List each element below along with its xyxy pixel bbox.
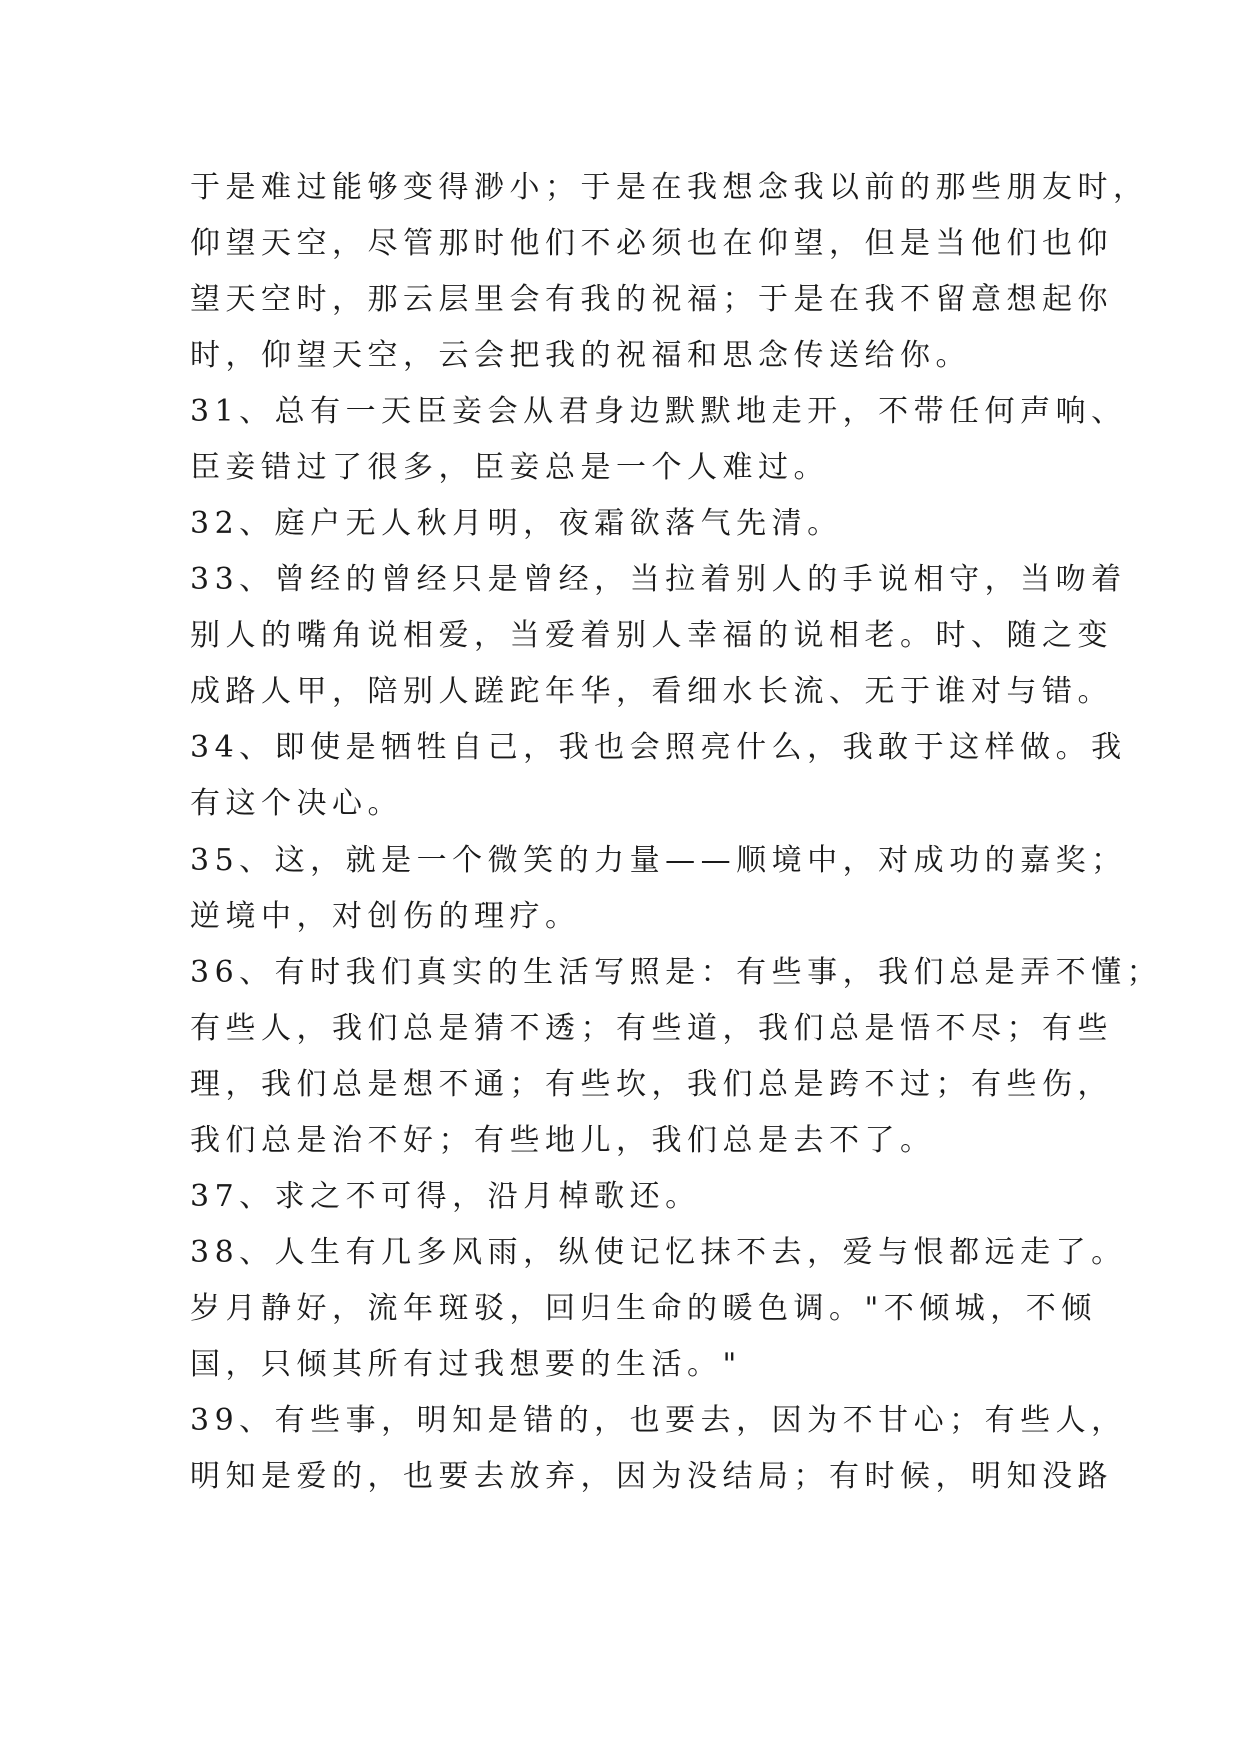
text-line: 33、曾经的曾经只是曾经，当拉着别人的手说相守，当吻着 xyxy=(190,562,1127,597)
text-line: 于是难过能够变得渺小；于是在我想念我以前的那些朋友时， xyxy=(190,170,1149,205)
text-line: 32、庭户无人秋月明，夜霜欲落气先清。 xyxy=(190,506,843,541)
text-line: 38、人生有几多风雨，纵使记忆抹不去，爱与恨都远走了。 xyxy=(190,1235,1127,1270)
text-line: 有这个决心。 xyxy=(190,786,403,821)
text-line: 39、有些事，明知是错的，也要去，因为不甘心；有些人， xyxy=(190,1403,1127,1438)
text-line: 有些人，我们总是猜不透；有些道，我们总是悟不尽；有些 xyxy=(190,1011,1113,1046)
text-line: 望天空时，那云层里会有我的祝福；于是在我不留意想起你 xyxy=(190,282,1113,317)
text-line: 国，只倾其所有过我想要的生活。" xyxy=(190,1347,742,1382)
text-line: 37、求之不可得，沿月棹歌还。 xyxy=(190,1179,701,1214)
text-line: 31、总有一天臣妾会从君身边默默地走开，不带任何声响、 xyxy=(190,394,1127,429)
text-line: 我们总是治不好；有些地儿，我们总是去不了。 xyxy=(190,1123,936,1158)
text-line: 34、即使是牺牲自己，我也会照亮什么，我敢于这样做。我 xyxy=(190,730,1127,765)
text-line: 仰望天空，尽管那时他们不必须也在仰望，但是当他们也仰 xyxy=(190,226,1113,261)
text-line: 明知是爱的，也要去放弃，因为没结局；有时候，明知没路 xyxy=(190,1459,1113,1494)
text-line: 逆境中，对创伤的理疗。 xyxy=(190,899,581,934)
text-line: 35、这，就是一个微笑的力量——顺境中，对成功的嘉奖； xyxy=(190,843,1127,878)
text-line: 时，仰望天空，云会把我的祝福和思念传送给你。 xyxy=(190,338,971,373)
text-line: 别人的嘴角说相爱，当爱着别人幸福的说相老。时、随之变 xyxy=(190,618,1113,653)
text-line: 成路人甲，陪别人蹉跎年华，看细水长流、无于谁对与错。 xyxy=(190,674,1113,709)
text-line: 36、有时我们真实的生活写照是：有些事，我们总是弄不懂； xyxy=(190,955,1163,990)
text-line: 岁月静好，流年斑驳，回归生命的暖色调。"不倾城，不倾 xyxy=(190,1291,1097,1326)
text-line: 理，我们总是想不通；有些坎，我们总是跨不过；有些伤， xyxy=(190,1067,1113,1102)
text-line: 臣妾错过了很多，臣妾总是一个人难过。 xyxy=(190,450,829,485)
